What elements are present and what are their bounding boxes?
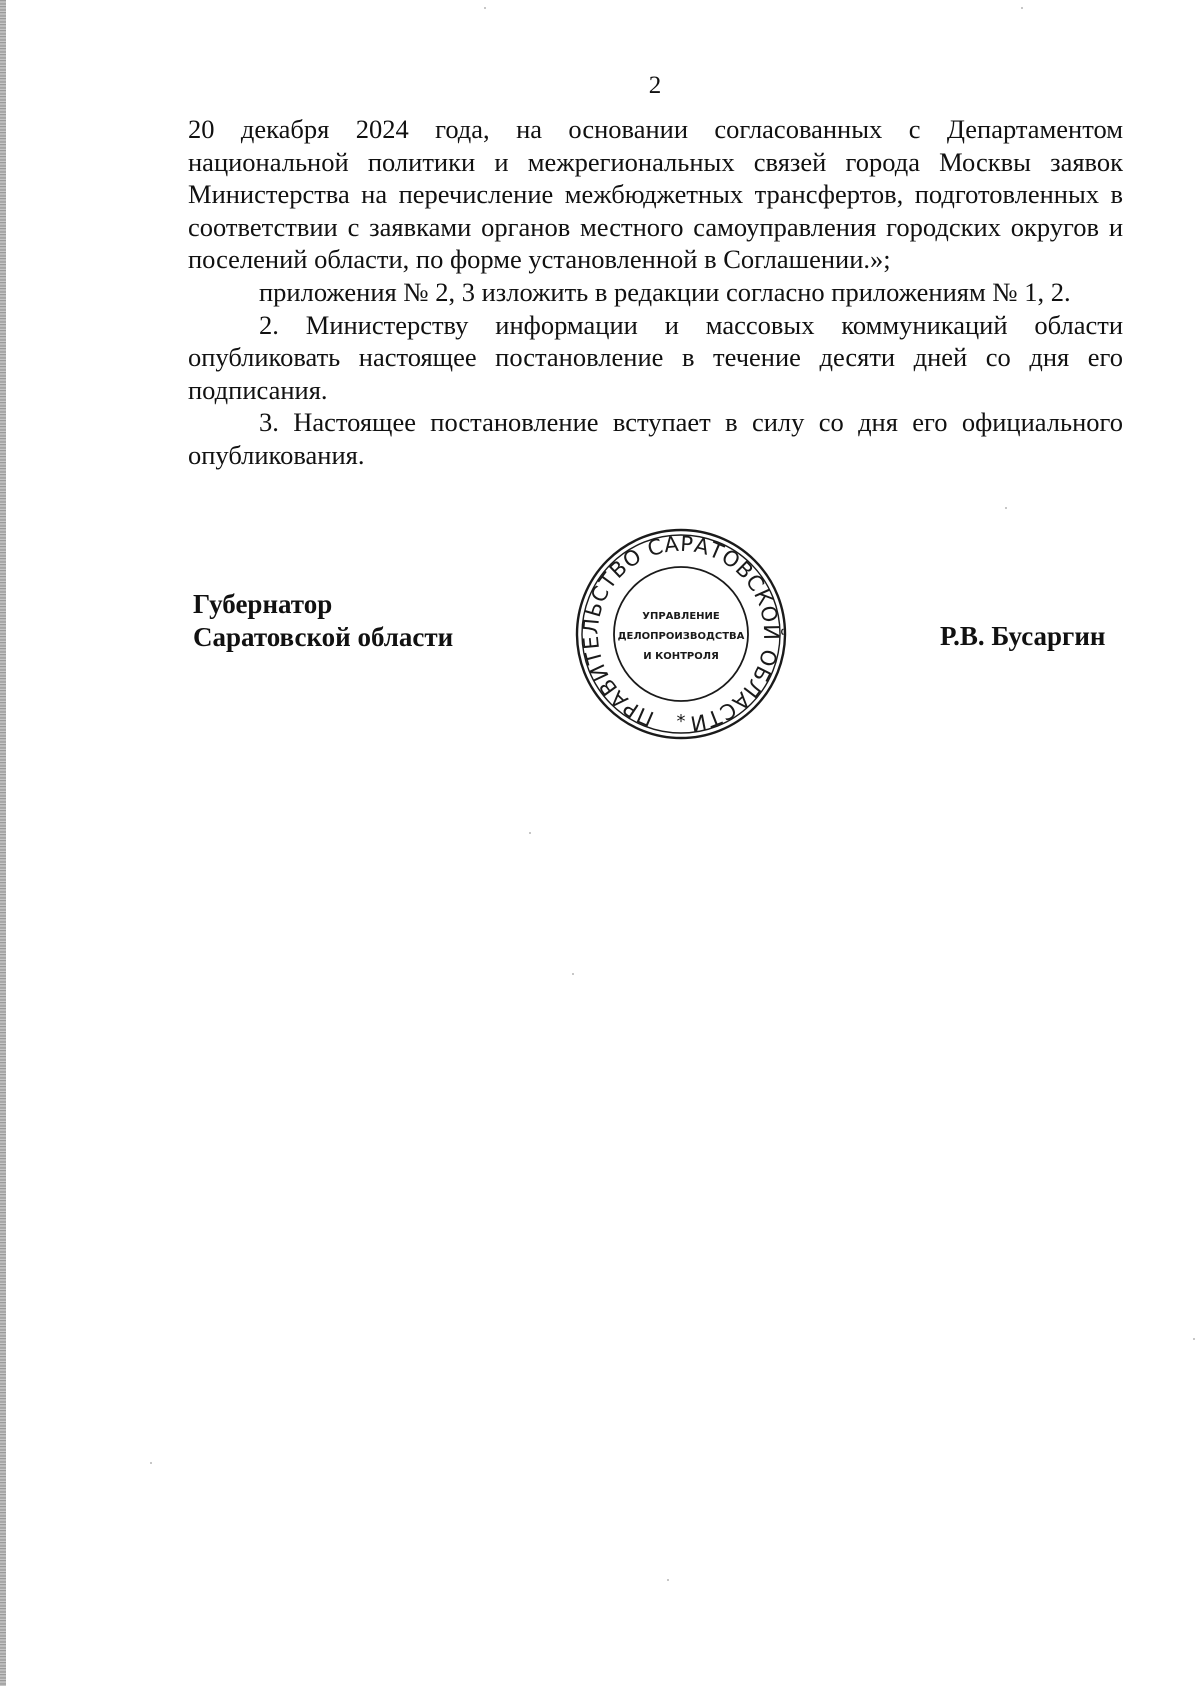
scan-speck <box>1021 7 1023 9</box>
scan-speck <box>1005 507 1007 509</box>
signatory-title-line1: Губернатор <box>193 589 333 619</box>
paragraph-item-2: 2. Министерству информации и массовых коммуникаций области опубликовать настоящее постановление в течение десяти дней со дня его подписания. <box>188 309 1123 405</box>
signatory-title-line2: Саратовской области <box>193 622 454 652</box>
scan-speck <box>667 1579 669 1581</box>
seal-star-icon: * <box>676 711 686 732</box>
signatory-name: Р.В. Бусаргин <box>940 621 1106 651</box>
scan-speck <box>529 832 531 834</box>
document-body <box>188 113 1123 472</box>
scan-speck <box>484 7 486 9</box>
official-seal <box>574 527 788 741</box>
page-number: 2 <box>648 72 662 99</box>
scan-speck <box>150 1462 152 1464</box>
paragraph-continuation: 20 декабря 2024 года, на основании согласованных с Департаментом национальной политики и межрегиональных связей города Москвы заявок Министерства на перечисление межбюджетных трансфертов, подготовленных в соответствии с заявками органов местного самоуправления городских округов и поселений области, по форме установленной в Соглашении.»; <box>188 114 1123 275</box>
paragraph-item-3: 3. Настоящее постановление вступает в силу со дня его официального опубликования. <box>188 407 1123 470</box>
paragraph-appendices: приложения № 2, 3 изложить в редакции согласно приложениям № 1, 2. <box>259 276 1071 307</box>
scan-speck <box>572 973 574 975</box>
signatory-title <box>193 588 453 654</box>
seal-inner-line3: И КОНТРОЛЯ <box>643 651 719 662</box>
seal-stamp-image <box>574 527 788 741</box>
seal-outer-text: ПРАВИТЕЛЬСТВО САРАТОВСКОЙ ОБЛАСТИ <box>578 531 784 736</box>
seal-inner-line1: УПРАВЛЕНИЕ <box>642 611 720 622</box>
scan-speck <box>1193 1338 1195 1340</box>
seal-inner-line2: ДЕЛОПРОИЗВОДСТВА <box>617 631 745 642</box>
scan-edge <box>0 0 6 1686</box>
